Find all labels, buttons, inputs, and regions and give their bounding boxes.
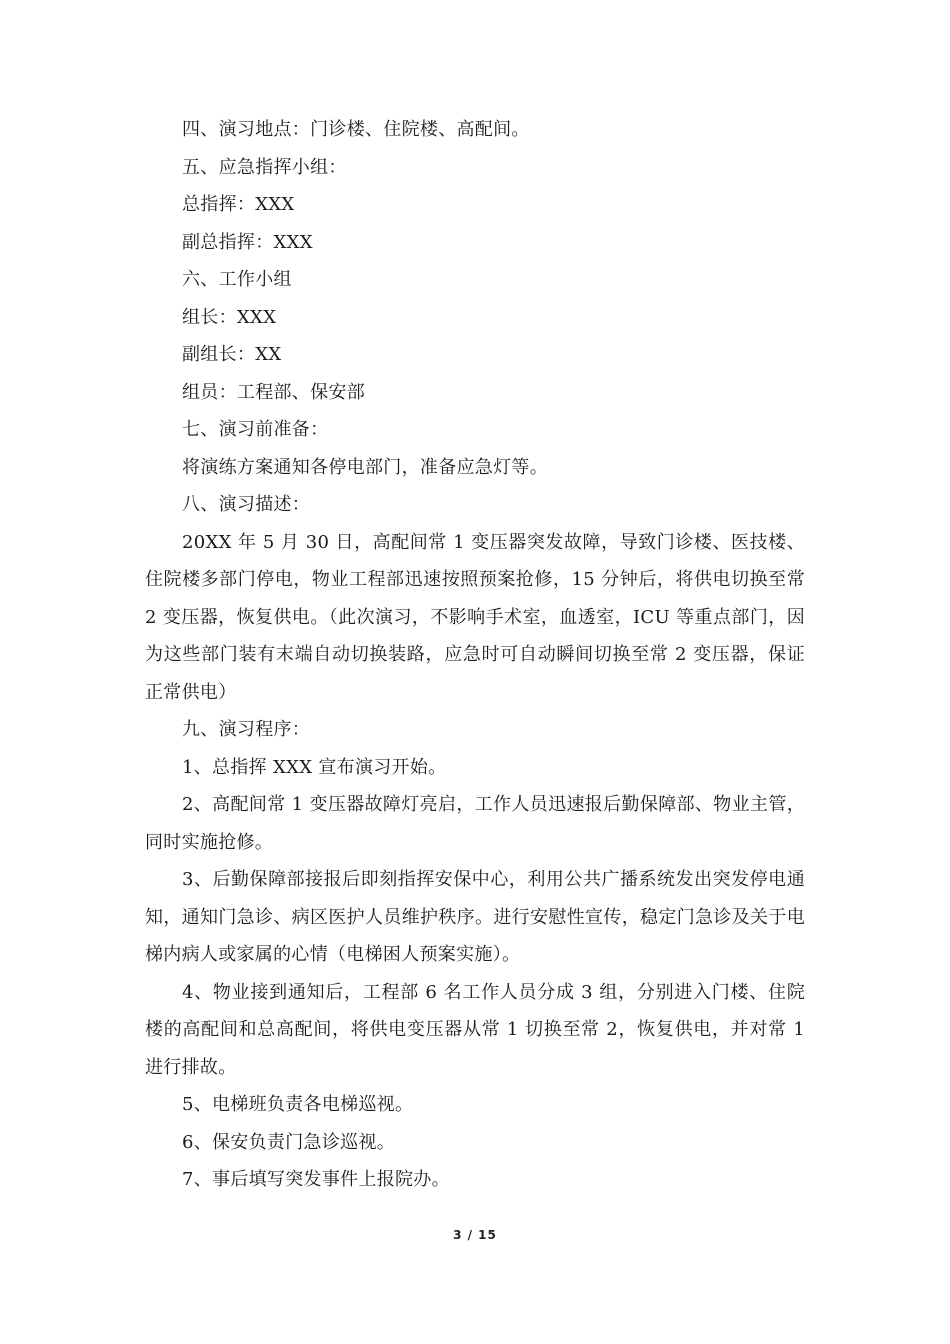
section-heading-description: 八、演习描述： — [182, 494, 311, 515]
commander-line: 总指挥：XXX — [182, 194, 295, 215]
section-heading-work-group: 六、工作小组 — [182, 269, 292, 290]
preparation-paragraph: 将演练方案通知各停电部门，准备应急灯等。 — [182, 456, 548, 478]
procedure-step-3: 3、后勤保障部接报后即刻指挥安保中心，利用公共广播系统发出突发停电通知，通知门急诊、病区医护人员维护秩序。进行安慰性宣传，稳定门急诊及关于电梯内病人或家属的心情（电梯困人预案实施）。 — [145, 869, 805, 965]
procedure-step-6: 6、保安负责门急诊巡视。 — [182, 1131, 396, 1153]
group-members-line: 组员：工程部、保安部 — [182, 381, 365, 403]
procedure-step-7: 7、事后填写突发事件上报院办。 — [182, 1169, 450, 1190]
section-heading-location: 四、演习地点：门诊楼、住院楼、高配间。 — [182, 119, 530, 140]
procedure-step-5: 5、电梯班负责各电梯巡视。 — [182, 1094, 414, 1115]
group-leader-line: 组长：XXX — [182, 306, 277, 328]
document-body — [145, 111, 805, 1199]
deputy-group-leader-line: 副组长：XX — [182, 344, 282, 365]
section-heading-procedure: 九、演习程序： — [182, 719, 311, 740]
page-number: 3 / 15 — [453, 1228, 497, 1242]
procedure-step-1: 1、总指挥 XXX 宣布演习开始。 — [182, 756, 447, 778]
section-heading-preparation: 七、演习前准备： — [182, 419, 329, 440]
deputy-commander-line: 副总指挥：XXX — [182, 231, 313, 253]
section-heading-command-group: 五、应急指挥小组： — [182, 156, 347, 178]
procedure-step-4: 4、物业接到通知后，工程部 6 名工作人员分成 3 组，分别进入门楼、住院楼的高配间和总高配间，将供电变压器从常 1 切换至常 2，恢复供电，并对常 1 进行排故。 — [145, 981, 805, 1078]
procedure-step-2: 2、高配间常 1 变压器故障灯亮启，工作人员迅速报后勤保障部、物业主管，同时实施抢修。 — [145, 794, 805, 853]
description-paragraph: 20XX 年 5 月 30 日，高配间常 1 变压器突发故障，导致门诊楼、医技楼、住院楼多部门停电，物业工程部迅速按照预案抢修，15 分钟后，将供电切换至常 2 变压器，恢复供电。（此次演习，不影响手术室，血透室，ICU 等重点部门，因为这些部门装有末端自动切换装路，应急时可自动瞬间切换至常 2 变压器，保证正常供电） — [145, 531, 805, 703]
